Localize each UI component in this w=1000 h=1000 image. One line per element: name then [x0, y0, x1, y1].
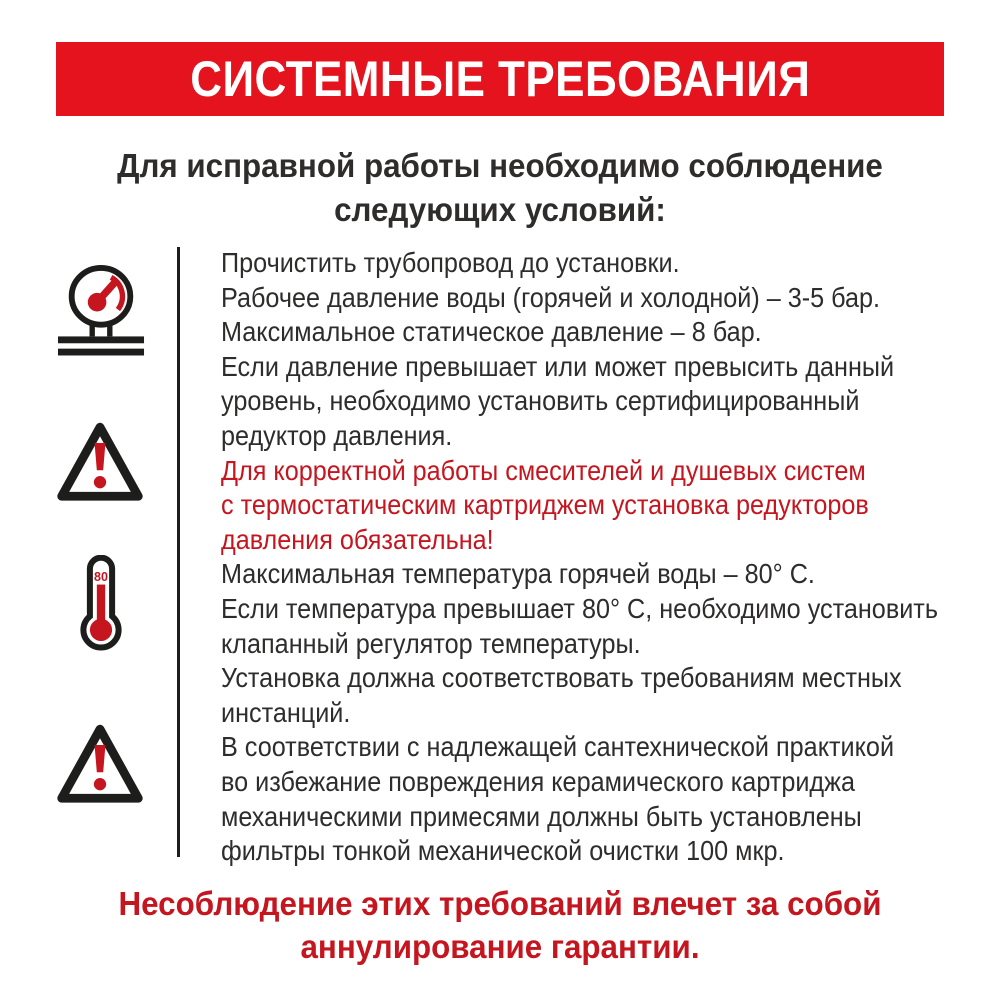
requirement-line: Если температура превышает 80° С, необходимо установить [221, 592, 938, 624]
requirement-line: уровень, необходимо установить сертифицированный [221, 385, 860, 417]
requirement-line: Установка должна соответствовать требованиям местных [221, 662, 902, 694]
requirement-line: с термостатическим картриджем установка редукторов [221, 489, 869, 521]
page-title: СИСТЕМНЫЕ ТРЕБОВАНИЯ [190, 51, 810, 107]
requirement-line: В соответствии с надлежащей сантехнической практикой [221, 731, 895, 763]
footer-warning-line-1: Несоблюдение этих требований влечет за собой [118, 885, 882, 922]
header-band [56, 42, 944, 116]
requirement-line: Рабочее давление воды (горячей и холодной) – 3-5 бар. [221, 281, 881, 313]
requirement-line: Прочистить трубопровод до установки. [221, 247, 680, 278]
requirement-line: редуктор давления. [221, 419, 453, 451]
exclamation-dot [94, 778, 106, 790]
subtitle-line-2: следующих условий: [334, 191, 666, 228]
requirement-line: Если давление превышает или может превысить данный [221, 350, 895, 382]
thermometer-icon [76, 555, 126, 653]
footer-warning [25, 882, 975, 968]
requirement-line: механическими примесями должны быть установлены [221, 800, 862, 832]
vertical-divider [177, 247, 180, 857]
exclamation-dot [94, 476, 106, 488]
pressure-gauge-icon [57, 264, 145, 358]
requirement-line: Максимальное статическое давление – 8 бар. [221, 316, 762, 348]
warning-triangle-icon [56, 721, 144, 806]
requirement-line: Для корректной работы смесителей и душевых систем [221, 454, 866, 486]
requirement-line: инстанций. [221, 696, 351, 728]
thermometer-temperature-label: 80 [94, 569, 108, 584]
requirements-list [221, 246, 938, 869]
requirement-line: фильтры тонкой механической очистки 100 мкр. [221, 835, 785, 867]
requirement-line: давления обязательна! [221, 523, 494, 555]
subtitle-line-1: Для исправной работы необходимо соблюдение [117, 147, 883, 184]
warning-triangle-icon [56, 419, 144, 504]
requirement-line: Максимальная температура горячей воды – 80° С. [221, 558, 815, 590]
requirement-line: во избежание повреждения керамического картриджа [221, 765, 855, 797]
footer-warning-line-2: аннулирование гарантии. [300, 928, 700, 965]
requirement-line: клапанный регулятор температуры. [221, 627, 641, 659]
subtitle [25, 144, 975, 232]
